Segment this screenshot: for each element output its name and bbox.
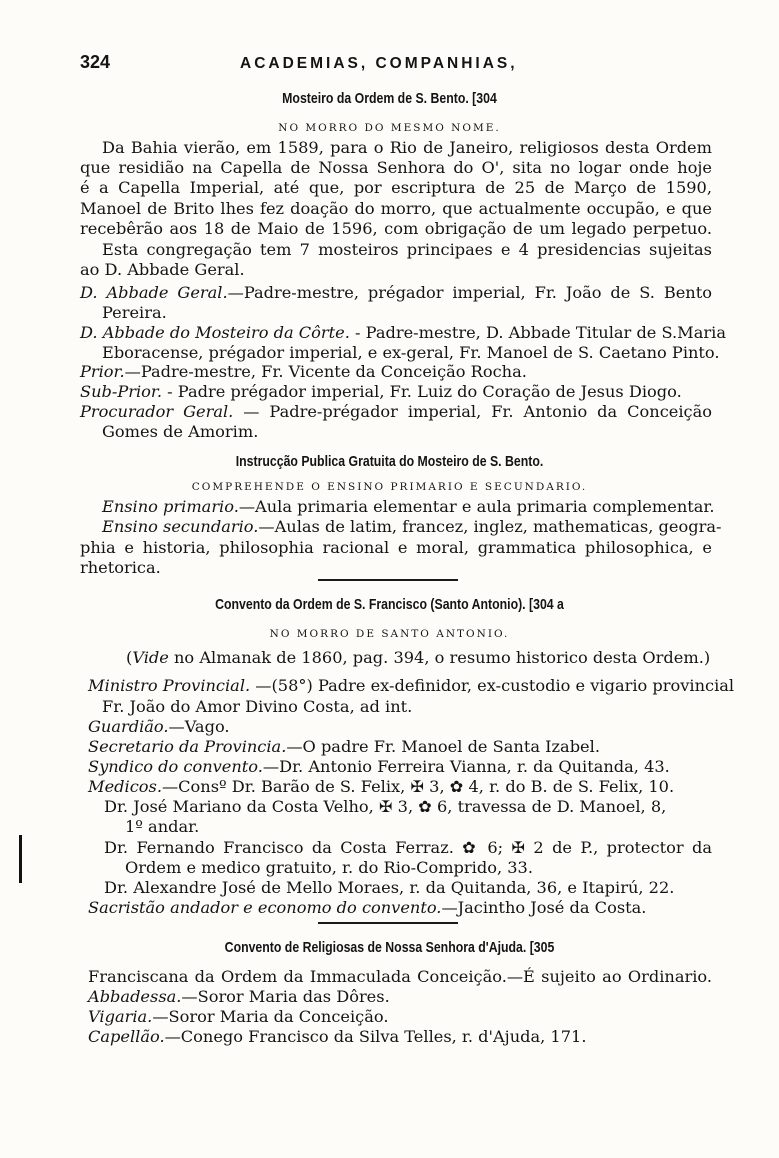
officer-text: —Vago. xyxy=(168,717,230,736)
medicos-line: Ordem e medico gratuito, r. do Rio-Comprido, 33. xyxy=(125,858,533,877)
officer-role: Abbade do Mosteiro da Côrte. xyxy=(102,323,350,342)
abbadessa xyxy=(88,987,390,1007)
cross-icon: ✠ xyxy=(511,838,526,857)
franciscan-note xyxy=(126,648,710,668)
officer-continuation: Fr. João do Amor Divino Costa, ad int. xyxy=(102,697,413,716)
officer-text: —Jacintho José da Costa. xyxy=(441,898,647,917)
ajuda-line: Franciscana da Ordem da Immaculada Conceição.—É sujeito ao Ordinario. xyxy=(88,967,712,986)
officer-role: Sub-Prior. xyxy=(80,382,163,401)
officer-role: Abbadessa. xyxy=(88,987,182,1006)
section-divider xyxy=(318,922,458,924)
officer-abbade-corte xyxy=(80,323,726,343)
officer-text: —Padre-mestre, prégador imperial, Fr. João de S. Bento xyxy=(227,283,712,302)
section-title-instruction: Instrucção Publica Gratuita do Mosteiro de S. Bento. xyxy=(235,453,544,470)
ensino-text: —Aula primaria elementar e aula primaria complementar. xyxy=(238,497,715,516)
rose-icon: ✿ xyxy=(462,838,480,857)
sacristao xyxy=(88,898,646,918)
medicos-text: 4, r. do B. de S. Felix, 10. xyxy=(463,777,675,796)
cross-icon: ✠ xyxy=(410,777,425,796)
paragraph-line: recebêrão aos 18 de Maio de 1596, com obrigação de um legado perpetuo. xyxy=(80,219,712,238)
note-paren: ( xyxy=(126,648,133,667)
officer-role: Prior. xyxy=(80,362,125,381)
officer-role: Syndico do convento. xyxy=(88,757,263,776)
officer-text: —Padre-mestre, Fr. Vicente da Conceição Rocha. xyxy=(124,362,527,381)
medicos-text: 6; xyxy=(479,838,512,857)
officer-sub-prior xyxy=(80,382,682,402)
page-number: 324 xyxy=(80,52,111,72)
ministro-provincial xyxy=(88,676,735,696)
ensino-primario xyxy=(102,497,715,517)
officer-role: Sacristão andador e economo do convento. xyxy=(88,898,442,917)
officer-role: Vigaria. xyxy=(88,1007,153,1026)
medicos-text: 3, xyxy=(424,777,450,796)
note-vide: Vide xyxy=(132,648,169,667)
medicos-text: —Consº Dr. Barão de S. Felix, xyxy=(161,777,411,796)
ensino-secundario xyxy=(102,517,722,537)
officer-role: Secretario da Provincia. xyxy=(88,737,287,756)
cross-icon: ✠ xyxy=(378,797,393,816)
paragraph-line: rhetorica. xyxy=(80,558,161,577)
paragraph-line: Da Bahia vierão, em 1589, para o Rio de Janeiro, religiosos desta Ordem xyxy=(102,138,712,157)
medicos-line xyxy=(88,777,674,797)
note-text: no Almanak de 1860, pag. 394, o resumo historico desta Ordem.) xyxy=(168,648,711,667)
ensino-text: —Aulas de latim, francez, inglez, mathematicas, geogra- xyxy=(258,517,722,536)
section-title-franciscan: Convento da Ordem de S. Francisco (Santo Antonio). [304 a xyxy=(215,596,564,613)
rose-icon: ✿ xyxy=(449,777,464,796)
medicos-line: 1º andar. xyxy=(125,817,200,836)
medicos-line xyxy=(104,797,666,817)
margin-mark xyxy=(19,835,22,883)
officer-prefix: D. xyxy=(80,283,98,302)
vigaria xyxy=(88,1007,389,1027)
secretario xyxy=(88,737,600,757)
running-head: ACADEMIAS, COMPANHIAS, xyxy=(240,55,518,72)
section-divider xyxy=(318,579,458,581)
officer-continuation: Eboracense, prégador imperial, e ex-geral, Fr. Manoel de S. Caetano Pinto. xyxy=(102,343,720,362)
officer-text: - Padre prégador imperial, Fr. Luiz do Coração de Jesus Diogo. xyxy=(167,382,682,401)
medicos-line: Dr. Alexandre José de Mello Moraes, r. da Quitanda, 36, e Itapirú, 22. xyxy=(104,878,675,897)
section-subtitle-franciscan: NO MORRO DE SANTO ANTONIO. xyxy=(269,628,510,640)
rose-icon: ✿ xyxy=(418,797,432,816)
officer-text: —Soror Maria da Conceição. xyxy=(152,1007,389,1026)
medicos-text: 6, travessa de D. Manoel, 8, xyxy=(431,797,667,816)
medicos-text: 2 de P., protector da xyxy=(525,838,712,857)
officer-role: Abbade Geral. xyxy=(106,283,228,302)
officer-text: —(58°) Padre ex-definidor, ex-custodio e vigario provincial xyxy=(255,676,735,695)
section-title-benedictine: Mosteiro da Ordem de S. Bento. [304 xyxy=(282,90,497,107)
capellao xyxy=(88,1027,586,1047)
officer-text: - Padre-mestre, D. Abbade Titular de S.Maria xyxy=(355,323,726,342)
officer-continuation: Gomes de Amorim. xyxy=(102,422,259,441)
officer-role: Medicos. xyxy=(88,777,162,796)
paragraph-line: é a Capella Imperial, até que, por escriptura de 25 de Março de 1590, xyxy=(80,178,712,197)
officer-abbade-geral xyxy=(80,283,712,303)
section-subtitle-benedictine: NO MORRO DO MESMO NOME. xyxy=(278,122,501,134)
officer-text: —Soror Maria das Dôres. xyxy=(181,987,390,1006)
officer-text: —Dr. Antonio Ferreira Vianna, r. da Quitanda, 43. xyxy=(262,757,670,776)
paragraph-line: Esta congregação tem 7 mosteiros principaes e 4 presidencias sujeitas xyxy=(102,240,712,259)
ensino-label: Ensino secundario. xyxy=(102,517,259,536)
officer-continuation: Pereira. xyxy=(102,303,167,322)
officer-text: — Padre-prégador imperial, Fr. Antonio da Conceição xyxy=(243,402,712,421)
officer-prior xyxy=(80,362,527,382)
officer-procurador xyxy=(80,402,712,422)
officer-text: —O padre Fr. Manoel de Santa Izabel. xyxy=(286,737,600,756)
syndico xyxy=(88,757,670,777)
officer-text: —Conego Francisco da Silva Telles, r. d'Ajuda, 171. xyxy=(164,1027,587,1046)
officer-role: Guardião. xyxy=(88,717,169,736)
officer-role: Ministro Provincial. xyxy=(88,676,251,695)
medicos-text: 3, xyxy=(392,797,419,816)
paragraph-line: que residião na Capella de Nossa Senhora do O', sita no logar onde hoje xyxy=(80,158,712,177)
paragraph-line: phia e historia, philosophia racional e moral, grammatica philosophica, e xyxy=(80,538,712,557)
officer-prefix: D. xyxy=(80,323,98,342)
medicos-text: Dr. José Mariano da Costa Velho, xyxy=(104,797,379,816)
ensino-label: Ensino primario. xyxy=(102,497,239,516)
section-title-ajuda: Convento de Religiosas de Nossa Senhora d'Ajuda. [305 xyxy=(224,939,555,956)
section-subtitle-instruction: COMPREHENDE O ENSINO PRIMARIO E SECUNDARIO. xyxy=(191,481,588,493)
officer-role: Procurador Geral. xyxy=(80,402,234,421)
medicos-text: Dr. Fernando Francisco da Costa Ferraz. xyxy=(104,838,463,857)
paragraph-line: Manoel de Brito lhes fez doação do morro, que actualmente occupão, e que xyxy=(80,199,712,218)
guardiao xyxy=(88,717,230,737)
officer-role: Capellão. xyxy=(88,1027,165,1046)
medicos-line xyxy=(104,838,712,858)
paragraph-line: ao D. Abbade Geral. xyxy=(80,260,245,279)
